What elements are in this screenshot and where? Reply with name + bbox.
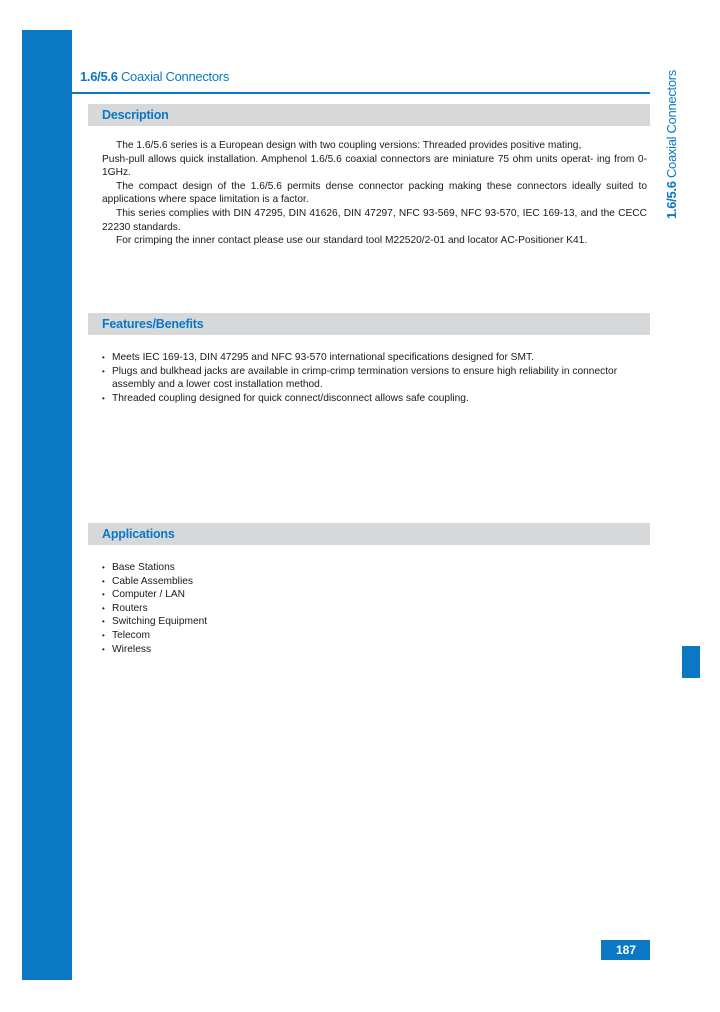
- page-title-rest: Coaxial Connectors: [117, 69, 230, 84]
- page-title-bold: 1.6/5.6: [80, 69, 118, 84]
- list-item: • Base Stations: [102, 561, 647, 575]
- list-item: • Threaded coupling designed for quick connect/disconnect allows safe coupling.: [102, 392, 647, 406]
- page-title: [80, 69, 229, 84]
- description-paragraph: This series complies with DIN 47295, DIN 41626, DIN 47297, NFC 93-569, NFC 93-570, IEC 169-13, and the CECC 22230 standards.: [102, 207, 647, 233]
- page-number: 187: [601, 940, 650, 960]
- left-accent-bar: [22, 30, 72, 980]
- header-divider: [72, 92, 650, 94]
- description-paragraph: For crimping the inner contact please use our standard tool M22520/2-01 and locator AC-Positioner K41.: [116, 235, 588, 247]
- side-title-rest: Coaxial Connectors: [664, 70, 679, 182]
- list-item: • Cable Assemblies: [102, 575, 647, 589]
- applications-list: [102, 561, 647, 656]
- list-item: • Wireless: [102, 643, 647, 657]
- description-paragraph: Push-pull allows quick installation. Amphenol 1.6/5.6 coaxial connectors are miniature 75 ohm units operat- ing from 0-1GHz.: [102, 153, 647, 179]
- list-item: • Routers: [102, 602, 647, 616]
- side-tab-marker: [682, 646, 700, 678]
- list-item: • Telecom: [102, 629, 647, 643]
- features-heading: Features/Benefits: [88, 313, 650, 335]
- description-body: [102, 139, 647, 248]
- description-paragraph: The compact design of the 1.6/5.6 permits dense connector packing making these connectors ideally suited to applications where space limitation is a factor.: [102, 180, 647, 206]
- features-list: [102, 351, 647, 405]
- applications-heading: Applications: [88, 523, 650, 545]
- list-item: • Plugs and bulkhead jacks are available in crimp-crimp termination versions to ensure high reliability in connector assembly and a lower cost installation method.: [102, 365, 647, 392]
- side-title: [664, 70, 679, 219]
- side-title-bold: 1.6/5.6: [664, 181, 679, 220]
- list-item: • Switching Equipment: [102, 615, 647, 629]
- list-item: • Computer / LAN: [102, 588, 647, 602]
- description-paragraph: The 1.6/5.6 series is a European design with two coupling versions: Threaded provides positive mating,: [116, 140, 582, 151]
- list-item: • Meets IEC 169-13, DIN 47295 and NFC 93-570 international specifications designed for SMT.: [102, 351, 647, 365]
- description-heading: Description: [88, 104, 650, 126]
